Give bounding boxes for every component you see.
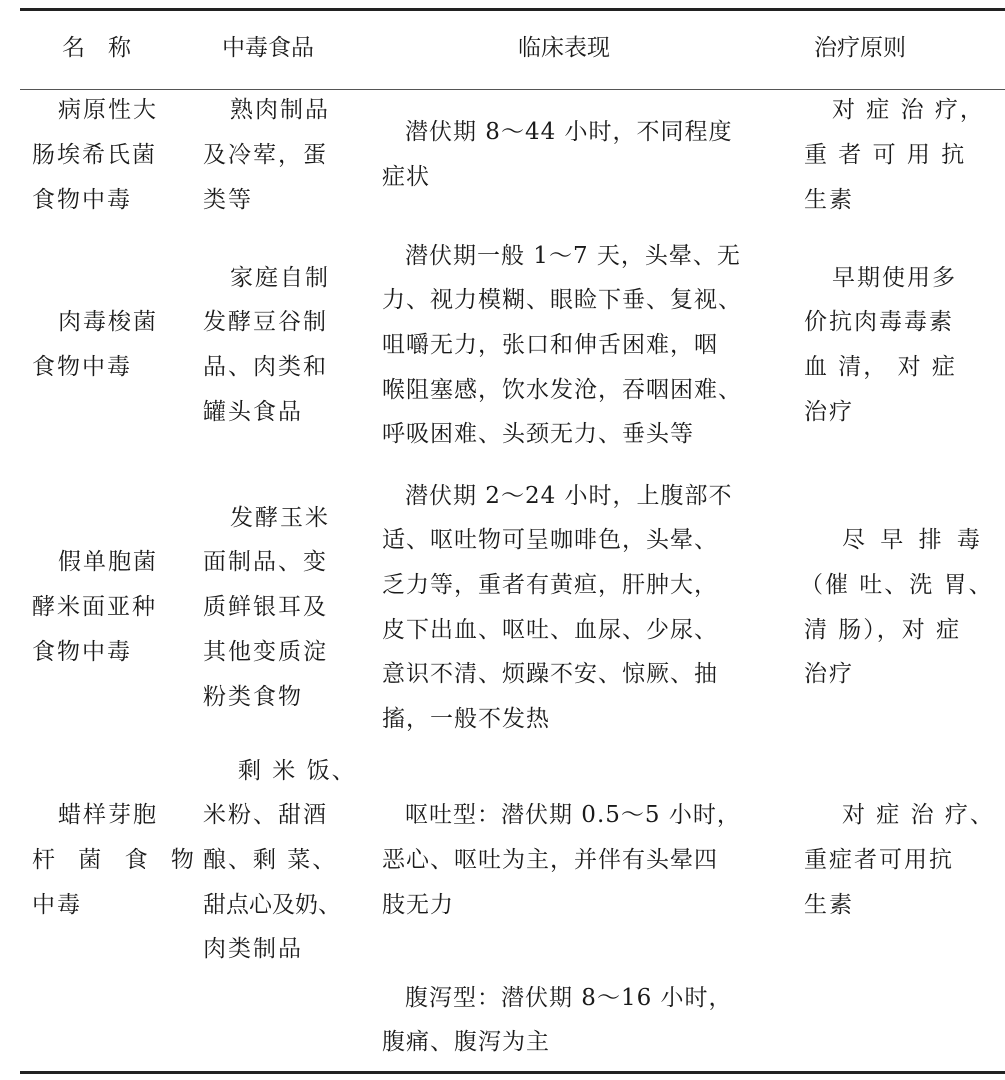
- header-treatment: 治疗原则: [814, 35, 906, 61]
- treatment-line: 早期使用多: [832, 265, 957, 291]
- name-line: 蜡样芽胞: [58, 802, 158, 828]
- treatment-line: 价抗肉毒毒素: [804, 309, 954, 335]
- name-line: 肉毒梭菌: [58, 309, 158, 335]
- food-line: 类等: [203, 187, 253, 213]
- treatment-line: 重症者可用抗: [804, 847, 954, 873]
- food-line: 发酵玉米: [230, 505, 330, 531]
- clinical-line: 症状: [382, 164, 430, 190]
- food-line: 罐头食品: [203, 399, 303, 425]
- food-line: 家庭自制: [230, 265, 330, 291]
- treatment-line: （催 吐、洗 胃、: [800, 572, 994, 598]
- name-line: 肠埃希氏菌: [32, 142, 157, 168]
- clinical-line: 力、视力模糊、眼睑下垂、复视、: [382, 287, 742, 313]
- treatment-line: 重 者 可 用 抗: [804, 142, 967, 168]
- clinical-line: 咀嚼无力，张口和伸舌困难，咽: [382, 332, 718, 358]
- treatment-line: 清 肠），对 症: [804, 617, 962, 643]
- food-line: 熟肉制品: [230, 97, 330, 123]
- treatment-line: 生素: [804, 892, 854, 918]
- clinical-line: 腹痛、腹泻为主: [382, 1029, 550, 1055]
- name-line: 食物中毒: [32, 354, 132, 380]
- clinical-line: 呼吸困难、头颈无力、垂头等: [382, 421, 694, 447]
- food-line: 发酵豆谷制: [203, 309, 328, 335]
- clinical-line: 腹泻型：潜伏期 8～16 小时，: [405, 985, 733, 1011]
- clinical-line: 搐，一般不发热: [382, 706, 550, 732]
- clinical-line: 意识不清、烦躁不安、惊厥、抽: [382, 661, 718, 687]
- clinical-line: 潜伏期一般 1～7 天，头晕、无: [405, 243, 741, 269]
- clinical-line: 乏力等，重者有黄疸，肝肿大，: [382, 572, 718, 598]
- treatment-line: 生素: [804, 187, 854, 213]
- header-rule: [20, 89, 1005, 90]
- name-line: 食物中毒: [32, 639, 132, 665]
- header-food: 中毒食品: [222, 35, 314, 61]
- food-line: 甜点心及奶、: [203, 892, 341, 918]
- treatment-line: 对 症 治 疗、: [842, 802, 995, 828]
- treatment-line: 治疗: [804, 661, 854, 687]
- name-line: 食物中毒: [32, 187, 132, 213]
- food-line: 粉类食物: [203, 684, 303, 710]
- food-line: 剩 米 饭、: [238, 758, 357, 784]
- food-line: 肉类制品: [203, 936, 303, 962]
- food-line: 面制品、变: [203, 549, 328, 575]
- food-line: 米粉、甜酒: [203, 802, 328, 828]
- clinical-line: 呕吐型：潜伏期 0.5～5 小时，: [405, 802, 741, 828]
- name-line: 病原性大: [58, 97, 158, 123]
- food-line: 质鲜银耳及: [203, 594, 328, 620]
- food-line: 品、肉类和: [203, 354, 328, 380]
- treatment-line: 血 清， 对 症: [804, 354, 957, 380]
- clinical-line: 皮下出血、呕吐、血尿、少尿、: [382, 617, 718, 643]
- clinical-line: 肢无力: [382, 892, 454, 918]
- food-line: 其他变质淀: [203, 639, 328, 665]
- name-line: 中毒: [32, 892, 82, 918]
- food-line: 酿、剩 菜、: [203, 847, 338, 873]
- treatment-line: 尽 早 排 毒: [842, 527, 984, 553]
- header-name: 名 称: [62, 35, 131, 61]
- clinical-line: 喉阻塞感，饮水发沧，吞咽困难、: [382, 377, 742, 403]
- top-rule: [20, 8, 1005, 11]
- food-line: 及冷荤，蛋: [203, 142, 328, 168]
- clinical-line: 潜伏期 8～44 小时，不同程度: [405, 119, 733, 145]
- bottom-rule: [20, 1071, 1005, 1074]
- header-clinical: 临床表现: [518, 35, 610, 61]
- name-line: 杆 菌 食 物: [32, 847, 202, 873]
- clinical-line: 恶心、呕吐为主，并伴有头晕四: [382, 847, 718, 873]
- name-line: 假单胞菌: [58, 549, 158, 575]
- treatment-line: 治疗: [804, 399, 854, 425]
- clinical-line: 适、呕吐物可呈咖啡色，头晕、: [382, 527, 718, 553]
- clinical-line: 潜伏期 2～24 小时，上腹部不: [405, 483, 733, 509]
- treatment-line: 对 症 治 疗，: [832, 97, 985, 123]
- name-line: 酵米面亚种: [32, 594, 157, 620]
